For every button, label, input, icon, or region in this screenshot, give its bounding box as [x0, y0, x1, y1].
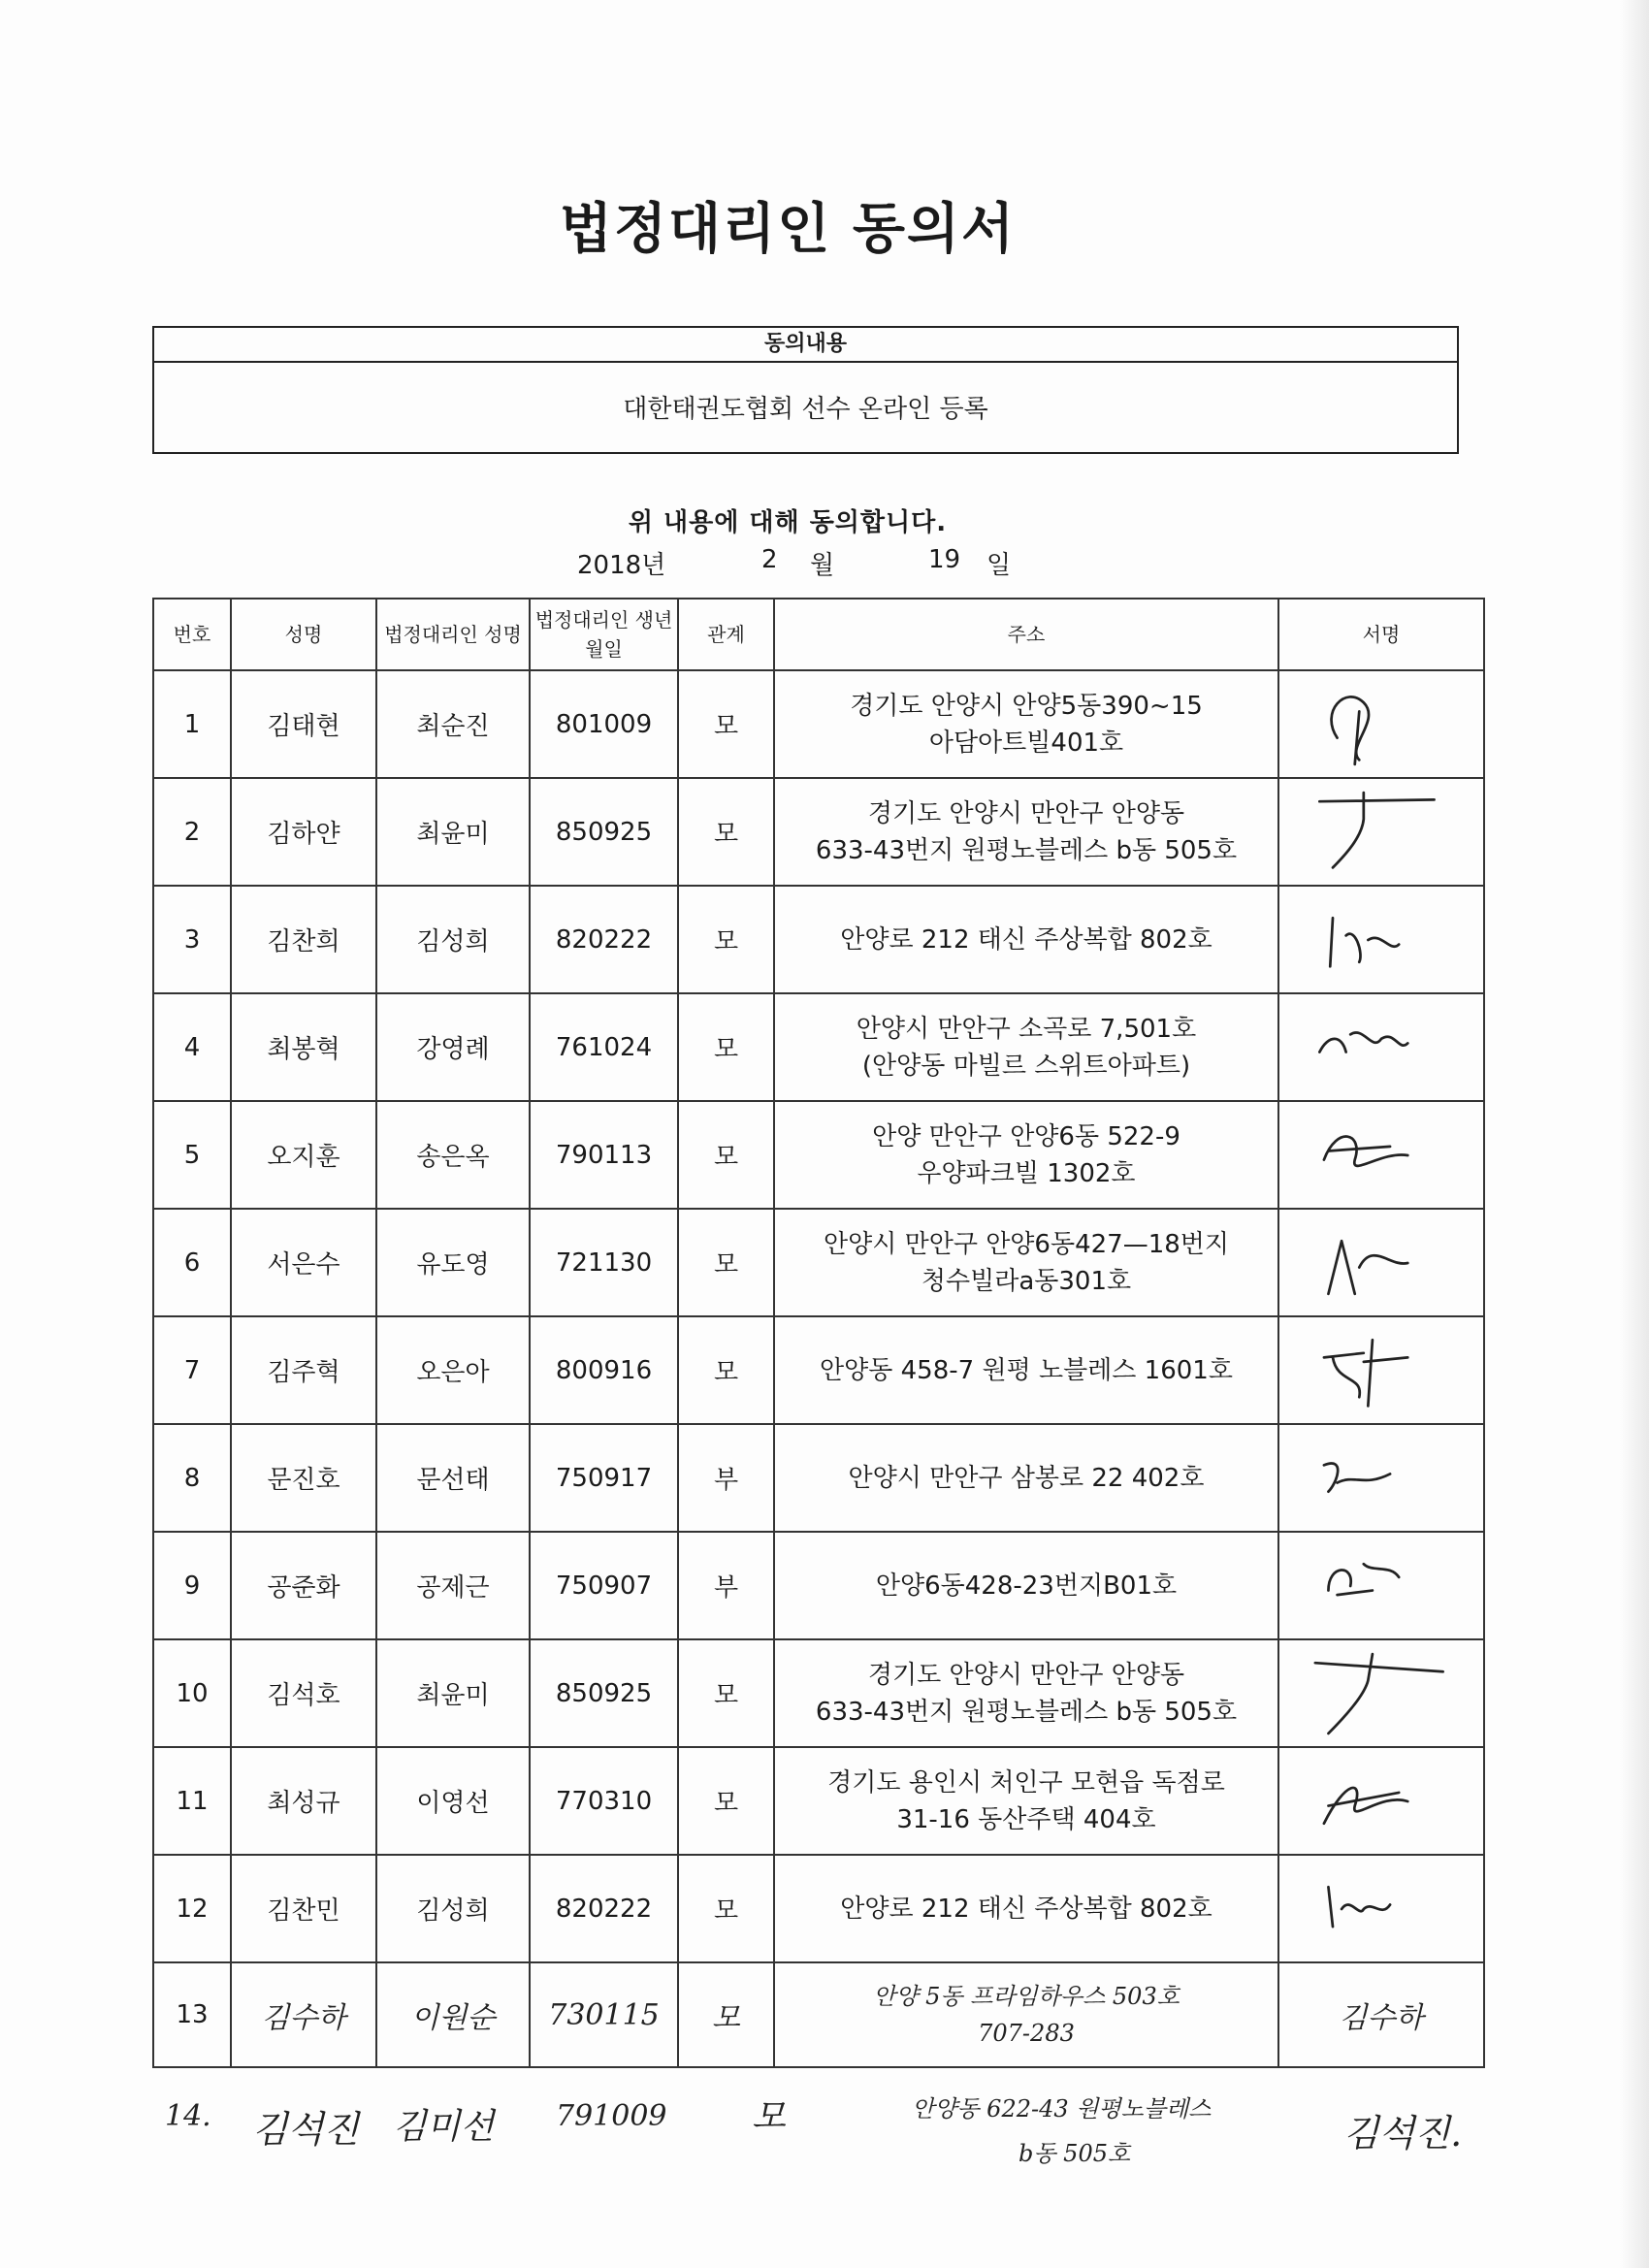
row-name-text: 김수하: [261, 2001, 346, 2035]
signature-stroke: [1330, 918, 1399, 966]
row-signature: [1278, 1639, 1484, 1747]
row-no-text: 12: [176, 1894, 209, 1924]
row-relation-text: 모: [713, 1035, 739, 1064]
row-address: [774, 1209, 1278, 1316]
row-guardian: [376, 1532, 530, 1639]
row-relation-text: 부: [713, 1573, 739, 1603]
row-name-text: 최성규: [267, 1789, 340, 1818]
row-no-text: 6: [183, 1247, 201, 1278]
row-signature: [1278, 1316, 1484, 1424]
row-relation: [678, 993, 774, 1101]
header-name: 성명: [231, 599, 376, 670]
row-guardian-text: 최순진: [416, 712, 490, 741]
row-no: [153, 1962, 231, 2067]
row-address-line: (안양동 마빌르 스위트아파트): [861, 1051, 1191, 1081]
row-guardian: [376, 886, 530, 993]
row-address-line: 633-43번지 원평노블레스 b동 505호: [815, 835, 1238, 865]
row-address-line: 안양로 212 태신 주상복합 802호: [840, 1894, 1212, 1924]
row-guardian: [376, 1424, 530, 1532]
row-guardian: [376, 1639, 530, 1747]
row-name: [231, 1209, 376, 1316]
row-relation: [678, 778, 774, 886]
date-month-unit: 월: [810, 551, 835, 580]
header-relation: 관계: [678, 599, 774, 670]
row-relation-text: 모: [713, 820, 739, 849]
handwritten-signature: [1304, 1215, 1459, 1312]
row-no: [153, 1424, 231, 1532]
row-dob-text: 850925: [555, 1678, 653, 1708]
row-name: [231, 778, 376, 886]
row-signature: [1278, 1424, 1484, 1532]
header-guardian: 법정대리인 성명: [376, 599, 530, 670]
row-address: [774, 993, 1278, 1101]
table-row: [153, 670, 1484, 778]
row-guardian-text: 공제근: [416, 1573, 490, 1603]
row-name: [231, 670, 376, 778]
row-guardian-text: 최윤미: [416, 1681, 490, 1710]
agree-statement: 위 내용에 대해 동의합니다.: [628, 508, 948, 537]
row-dob-text: 761024: [555, 1032, 653, 1062]
signature-stroke: [1328, 1241, 1407, 1294]
table-row: [153, 1532, 1484, 1639]
row-name-text: 김주혁: [267, 1358, 340, 1387]
row-relation-text: 부: [713, 1466, 739, 1495]
row-guardian: [376, 1101, 530, 1209]
row-dob: [530, 1101, 678, 1209]
handwritten-signature: [1304, 891, 1459, 988]
signature-stroke: [1332, 697, 1369, 764]
handwritten-signature: [1304, 1645, 1459, 1742]
row-dob: [530, 670, 678, 778]
row-name: [231, 1855, 376, 1962]
row-name: [231, 1532, 376, 1639]
consent-header: 동의내용: [154, 328, 1457, 363]
row-guardian: [376, 1962, 530, 2067]
row-signature: [1278, 993, 1484, 1101]
row-relation-text: 모: [713, 712, 739, 741]
table-header-row: [153, 599, 1484, 670]
row-name: [231, 1639, 376, 1747]
row-address-line: 안양시 만안구 삼봉로 22 402호: [848, 1463, 1205, 1493]
table-row: [153, 1639, 1484, 1747]
row-relation-text: 모: [712, 2001, 740, 2035]
row-relation-text: 모: [713, 1896, 739, 1926]
row-dob-text: 770310: [555, 1786, 653, 1816]
row-guardian-text: 강영례: [416, 1035, 490, 1064]
row-name: [231, 886, 376, 993]
row-dob-text: 800916: [555, 1355, 653, 1385]
row-dob: [530, 1855, 678, 1962]
row-no: [153, 993, 231, 1101]
row14-signature: 김석진.: [1343, 2112, 1463, 2155]
table-row: [153, 1424, 1484, 1532]
signature-stroke: [1324, 1463, 1390, 1491]
row-name-text: 최봉혁: [267, 1035, 340, 1064]
handwritten-signature: [1304, 1861, 1459, 1958]
row-dob-text: 820222: [555, 1894, 653, 1924]
signature-stroke: [1324, 1787, 1407, 1823]
consent-text: 대한태권도협회 선수 온라인 등록: [623, 395, 988, 424]
row-address-line: 안양시 만안구 소곡로 7,501호: [856, 1014, 1197, 1044]
row-no: [153, 1532, 231, 1639]
row-dob-text: 820222: [555, 924, 653, 955]
row-dob-text: 750917: [555, 1463, 653, 1493]
row-address-line: 707-283: [978, 2020, 1075, 2047]
signature-stroke: [1315, 1654, 1443, 1733]
row-name: [231, 1962, 376, 2067]
document-title: 법정대리인 동의서: [559, 198, 1017, 261]
row-guardian-text: 이원순: [410, 2001, 496, 2035]
row-name-text: 김찬민: [267, 1896, 340, 1926]
row-no-text: 9: [183, 1571, 201, 1601]
row14-dob: 791009: [556, 2099, 667, 2133]
row-relation: [678, 1639, 774, 1747]
roster-body: [153, 670, 1484, 2067]
row-address: [774, 1855, 1278, 1962]
row-name-text: 김찬희: [267, 927, 340, 956]
row-relation-text: 모: [713, 1250, 739, 1280]
handwritten-signature: [1304, 999, 1459, 1096]
table-row: [153, 1855, 1484, 1962]
page-edge-shadow: [1620, 0, 1649, 2268]
row-no-text: 1: [183, 709, 201, 739]
row-relation-text: 모: [713, 1358, 739, 1387]
roster-table: [152, 598, 1485, 2068]
row-guardian-text: 유도영: [416, 1250, 490, 1280]
row-name-text: 김석호: [267, 1681, 340, 1710]
row-relation: [678, 886, 774, 993]
row-dob-text: 721130: [555, 1247, 653, 1278]
row-relation: [678, 1101, 774, 1209]
row-relation-text: 모: [713, 927, 739, 956]
row-name-text: 김태현: [267, 712, 340, 741]
row-dob-text: 790113: [555, 1140, 653, 1170]
row-name: [231, 1424, 376, 1532]
row-name-text: 문진호: [267, 1466, 340, 1495]
handwritten-signature: [1304, 1753, 1459, 1850]
row-dob: [530, 886, 678, 993]
row14-guardian: 김미선: [393, 2107, 495, 2147]
date-year: 2018년: [577, 551, 666, 580]
row-dob-text: 850925: [555, 817, 653, 847]
row-signature: [1278, 670, 1484, 778]
row-address-line: 31-16 동산주택 404호: [896, 1804, 1156, 1834]
row14-name: 김석진: [252, 2108, 360, 2151]
row-dob: [530, 1747, 678, 1855]
row-name: [231, 1101, 376, 1209]
row-address: [774, 886, 1278, 993]
row-address: [774, 778, 1278, 886]
row-no: [153, 1316, 231, 1424]
row-name-text: 공준화: [267, 1573, 340, 1603]
row-no-text: 5: [183, 1140, 201, 1170]
row-dob: [530, 1639, 678, 1747]
table-row: [153, 1209, 1484, 1316]
row-address-line: 경기도 안양시 만안구 안양동: [867, 798, 1185, 828]
row-relation: [678, 1855, 774, 1962]
row-dob: [530, 1962, 678, 2067]
row-signature: [1278, 1962, 1484, 2067]
row-address-line: 청수빌라a동301호: [921, 1266, 1132, 1296]
row-address: [774, 1639, 1278, 1747]
row-address: [774, 1747, 1278, 1855]
table-row: [153, 886, 1484, 993]
row-no: [153, 778, 231, 886]
consent-box: [152, 326, 1459, 454]
row-guardian: [376, 1316, 530, 1424]
row-address-line: 633-43번지 원평노블레스 b동 505호: [815, 1697, 1238, 1727]
row-guardian: [376, 1209, 530, 1316]
table-row: [153, 1962, 1484, 2067]
row-address-line: 경기도 안양시 안양5동390~15: [850, 691, 1203, 721]
handwritten-signature: [1304, 1538, 1459, 1635]
row-dob: [530, 1532, 678, 1639]
row-address-line: 안양6동428-23번지B01호: [875, 1571, 1178, 1601]
row14-relation: 모: [752, 2097, 786, 2137]
row-name: [231, 1316, 376, 1424]
row-signature: [1278, 1855, 1484, 1962]
row-dob: [530, 1316, 678, 1424]
row-guardian-text: 이영선: [416, 1789, 490, 1818]
row-dob-text: 750907: [555, 1571, 653, 1601]
row-dob-text: 730115: [548, 1997, 660, 2032]
row-guardian-text: 송은옥: [416, 1143, 490, 1172]
table-row: [153, 1747, 1484, 1855]
table-row: [153, 778, 1484, 886]
row-address: [774, 670, 1278, 778]
row-address: [774, 1424, 1278, 1532]
row-no-text: 2: [183, 817, 201, 847]
row-no-text: 4: [183, 1032, 201, 1062]
row-relation-text: 모: [713, 1681, 739, 1710]
row-relation: [678, 1209, 774, 1316]
row-address-line: 안양시 만안구 안양6동427—18번지: [823, 1229, 1230, 1259]
row-guardian: [376, 670, 530, 778]
row-guardian-text: 최윤미: [416, 820, 490, 849]
row-dob: [530, 993, 678, 1101]
row-address-line: 우양파크빌 1302호: [917, 1158, 1136, 1188]
row-address-line: 안양 5동 프라임하우스 503호: [873, 1983, 1180, 2010]
signature-text: 김수하: [1339, 2001, 1424, 2035]
row-guardian-text: 오은아: [416, 1358, 490, 1387]
row-signature: [1278, 1747, 1484, 1855]
row-signature: [1278, 1532, 1484, 1639]
row-relation: [678, 1747, 774, 1855]
handwritten-signature: [1304, 1322, 1459, 1419]
row-dob: [530, 778, 678, 886]
row-guardian: [376, 1855, 530, 1962]
row-no: [153, 670, 231, 778]
row-address: [774, 1101, 1278, 1209]
row-dob: [530, 1424, 678, 1532]
row-name-text: 오지훈: [267, 1143, 340, 1172]
row-no: [153, 886, 231, 993]
row-no-text: 13: [176, 2000, 209, 2029]
row-relation: [678, 670, 774, 778]
row-no-text: 8: [183, 1463, 201, 1493]
row-guardian-text: 문선태: [416, 1466, 490, 1495]
signature-stroke: [1319, 1032, 1407, 1052]
row-signature: [1278, 1209, 1484, 1316]
header-no: 번호: [153, 599, 231, 670]
row-no: [153, 1101, 231, 1209]
date-day-unit: 일: [986, 551, 1012, 580]
signature-stroke: [1319, 793, 1434, 867]
handwritten-signature: [1304, 784, 1459, 881]
handwritten-signature: [1304, 676, 1459, 773]
table-row: [153, 1101, 1484, 1209]
date-day: 19: [928, 545, 961, 574]
row-guardian: [376, 993, 530, 1101]
row-address-line: 안양로 212 태신 주상복합 802호: [840, 924, 1212, 955]
row14-no: 14.: [165, 2099, 211, 2133]
signature-stroke: [1328, 1887, 1390, 1927]
row-address-line: 아담아트빌401호: [928, 728, 1124, 758]
row-no-text: 10: [176, 1678, 209, 1708]
header-address: 주소: [774, 599, 1278, 670]
row-guardian: [376, 1747, 530, 1855]
table-row: [153, 1316, 1484, 1424]
handwritten-signature: [1304, 1430, 1459, 1527]
row-address: [774, 1962, 1278, 2067]
extra-row-14: [155, 2086, 1513, 2212]
row-relation: [678, 1316, 774, 1424]
table-row: [153, 993, 1484, 1101]
header-dob: 법정대리인 생년월일: [530, 599, 678, 670]
row-dob: [530, 1209, 678, 1316]
row-name: [231, 1747, 376, 1855]
row-name-text: 서은수: [267, 1250, 340, 1280]
row-signature: [1278, 886, 1484, 993]
row-guardian-text: 김성희: [416, 1896, 490, 1926]
signature-stroke: [1324, 1136, 1407, 1165]
row-relation-text: 모: [713, 1143, 739, 1172]
row14-address-line2: b동 505호: [1018, 2140, 1131, 2167]
row-address: [774, 1316, 1278, 1424]
row-address-line: 안양동 458-7 원평 노블레스 1601호: [820, 1355, 1233, 1385]
row-address-line: 경기도 용인시 처인구 모현읍 독점로: [827, 1767, 1225, 1798]
row-relation: [678, 1532, 774, 1639]
signature-stroke: [1324, 1340, 1407, 1406]
handwritten-signature: [1304, 1107, 1459, 1204]
row-guardian-text: 김성희: [416, 927, 490, 956]
row-no-text: 7: [183, 1355, 201, 1385]
row-no-text: 11: [176, 1786, 209, 1816]
row-relation-text: 모: [713, 1789, 739, 1818]
row-name: [231, 993, 376, 1101]
row-no-text: 3: [183, 924, 201, 955]
header-signature: 서명: [1278, 599, 1484, 670]
row-guardian: [376, 778, 530, 886]
row-relation: [678, 1962, 774, 2067]
row-no: [153, 1209, 231, 1316]
date-month: 2: [761, 545, 778, 574]
row-name-text: 김하얀: [267, 820, 340, 849]
row-address-line: 안양 만안구 안양6동 522-9: [872, 1121, 1180, 1151]
row-no: [153, 1747, 231, 1855]
row-address: [774, 1532, 1278, 1639]
row-signature: [1278, 778, 1484, 886]
row-address-line: 경기도 안양시 만안구 안양동: [867, 1660, 1185, 1690]
signature-stroke: [1328, 1564, 1399, 1595]
row14-address-line1: 안양동 622-43 원평노블레스: [912, 2095, 1212, 2122]
row-no: [153, 1639, 231, 1747]
row-signature: [1278, 1101, 1484, 1209]
row-no: [153, 1855, 231, 1962]
row-relation: [678, 1424, 774, 1532]
row-dob-text: 801009: [555, 709, 653, 739]
